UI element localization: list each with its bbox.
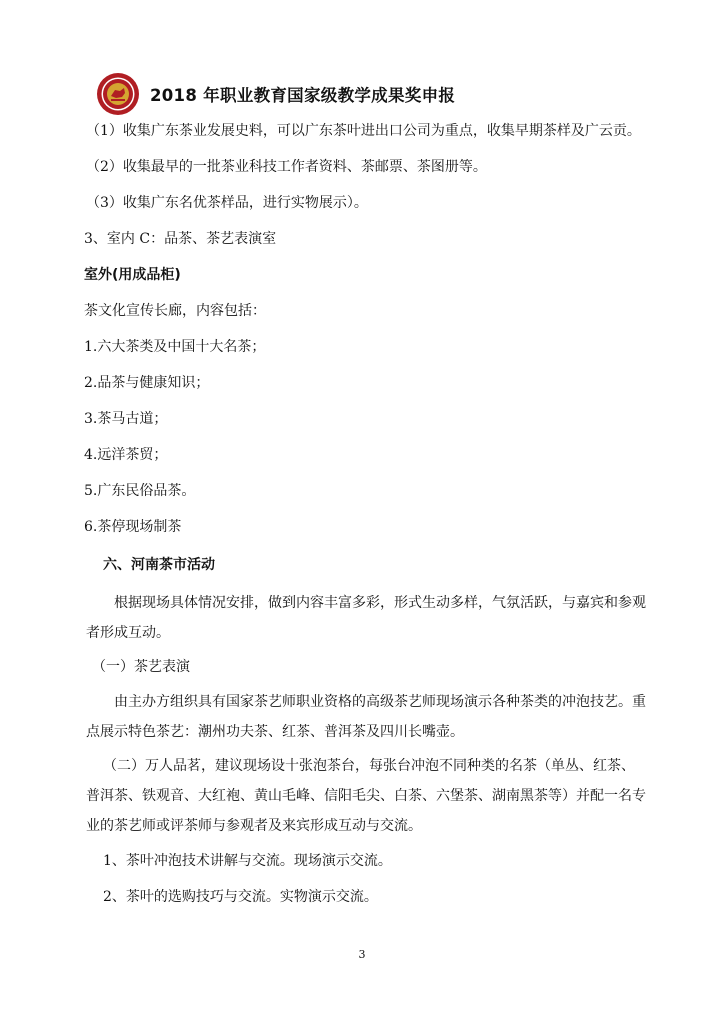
list-item: 2.品茶与健康知识；	[84, 375, 210, 391]
list-item: 2、茶叶的选购技巧与交流。实物演示交流。	[103, 889, 378, 905]
university-seal-icon	[96, 72, 140, 116]
list-item: 3.茶马古道；	[84, 411, 168, 427]
text-line: （3）收集广东名优茶样品，进行实物展示）。	[86, 195, 368, 211]
text-line: 茶文化宣传长廊，内容包括：	[84, 303, 266, 319]
section-heading: 六、河南茶市活动	[103, 557, 215, 573]
section-heading: 室外(用成品柜)	[84, 267, 181, 283]
document-header	[96, 72, 656, 116]
text-line: （2）收集最早的一批茶业科技工作者资料、茶邮票、茶图册等。	[86, 159, 487, 175]
list-item: 4.远洋茶贸；	[84, 447, 168, 463]
paragraph: （二）万人品茗，建议现场设十张泡茶台，每张台冲泡不同种类的名茶（单丛、红茶、普洱茶、铁观音、大红袍、黄山毛峰、信阳毛尖、白茶、六堡茶、湖南黑茶等）并配一名专业的茶艺师或评茶师与参观者及来宾形成互动与交流。	[86, 758, 646, 834]
document-title: 2018 年职业教育国家级教学成果奖申报	[150, 86, 456, 105]
subsection-heading: （一）茶艺表演	[92, 659, 190, 675]
text-line: 3、室内 C：品茶、茶艺表演室	[84, 231, 277, 247]
paragraph: 根据现场具体情况安排，做到内容丰富多彩，形式生动多样，气氛活跃，与嘉宾和参观者形成互动。	[86, 595, 646, 641]
text-line: （1）收集广东茶业发展史料，可以广东茶叶进出口公司为重点，收集早期茶样及广云贡。	[86, 123, 641, 139]
paragraph: 由主办方组织具有国家茶艺师职业资格的高级茶艺师现场演示各种茶类的冲泡技艺。重点展示特色茶艺：潮州功夫茶、红茶、普洱茶及四川长嘴壶。	[86, 694, 646, 740]
list-item: 6.茶停现场制茶	[84, 519, 182, 535]
list-item: 1.六大茶类及中国十大名茶；	[84, 339, 266, 355]
page-number: 3	[358, 948, 366, 961]
list-item: 5.广东民俗品茶。	[84, 483, 196, 499]
list-item: 1、茶叶冲泡技术讲解与交流。现场演示交流。	[103, 853, 392, 869]
